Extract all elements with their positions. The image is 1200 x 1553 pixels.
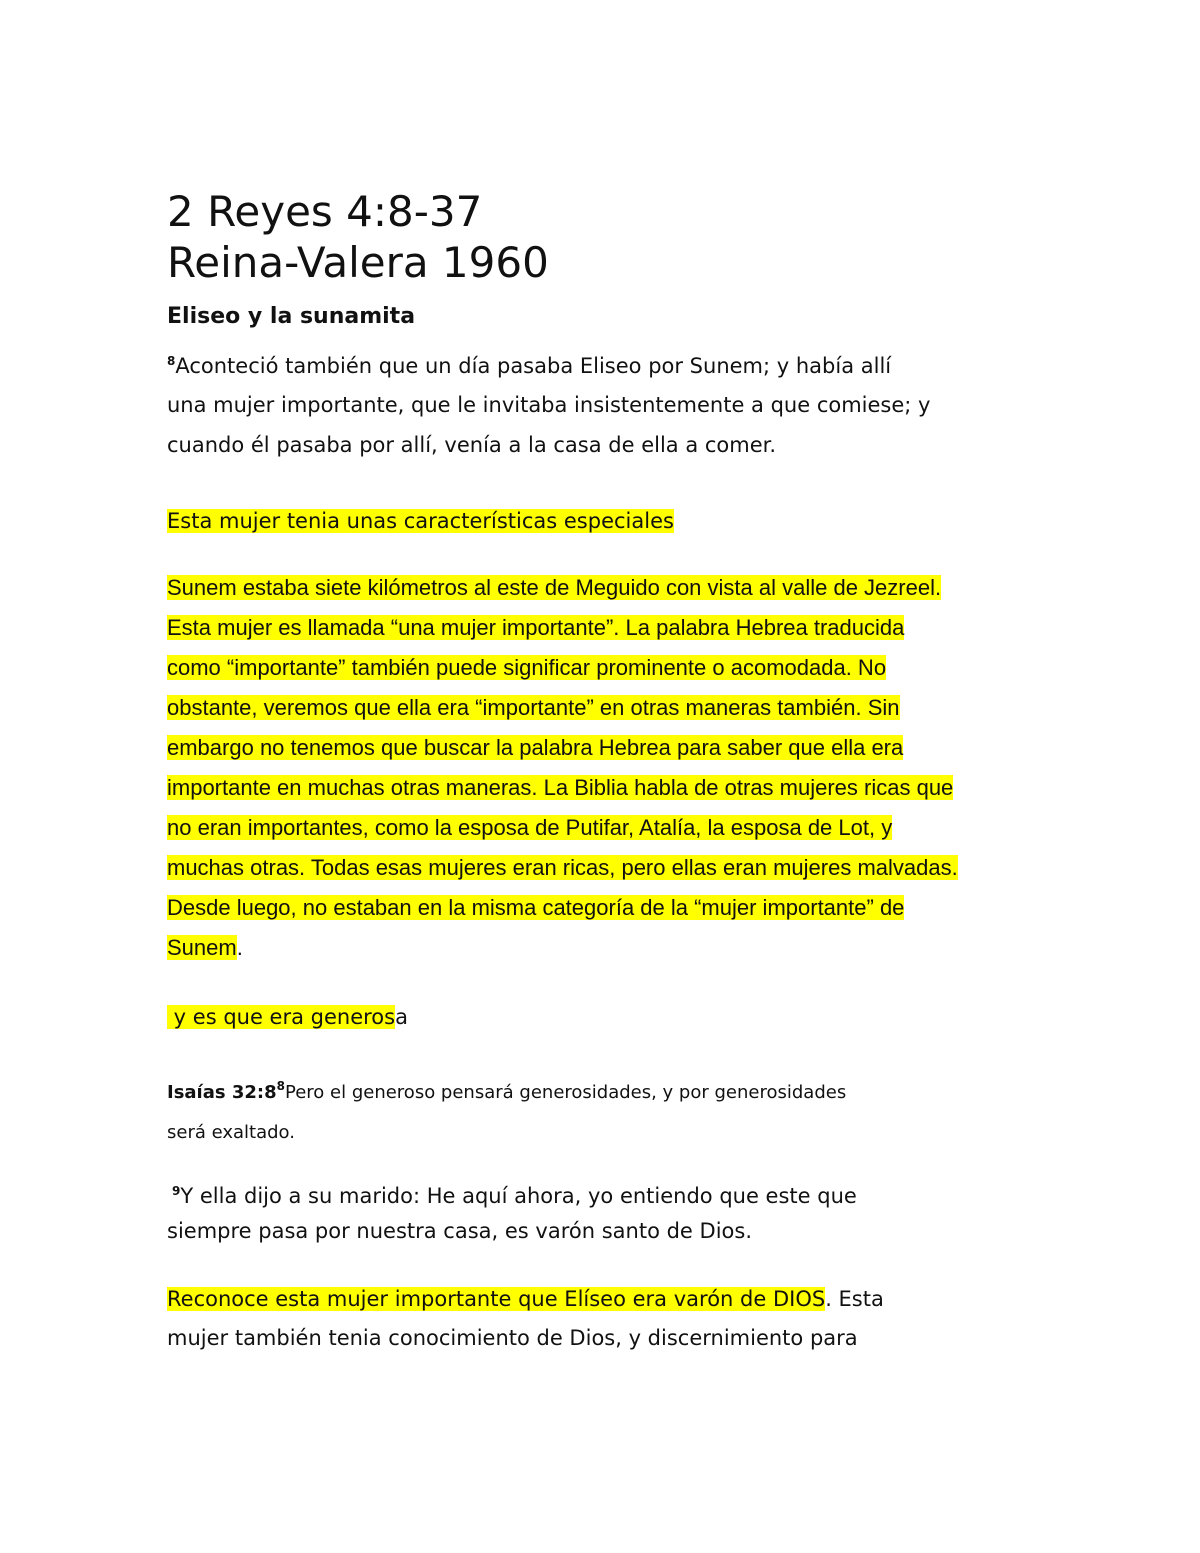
commentary-line: Desde luego, no estaban en la misma categoría de la “mujer importante” de	[167, 895, 905, 920]
commentary-line: Esta mujer es llamada “una mujer importante”. La palabra Hebrea traducida	[167, 615, 905, 640]
verse-9	[172, 1172, 857, 1216]
final-line2: mujer también tenia conocimiento de Dios, y discernimiento para	[167, 1326, 858, 1350]
verse-9-line2: siempre pasa por nuestra casa, es varón santo de Dios.	[167, 1219, 752, 1243]
verse-9-number: 9	[172, 1184, 181, 1198]
commentary-paragraph	[167, 568, 1047, 968]
final-tail: . Esta	[825, 1287, 884, 1311]
commentary-line: obstante, veremos que ella era “importante” en otras maneras también. Sin	[167, 695, 900, 720]
generosa-tail: a	[395, 1005, 408, 1029]
isaias-line1: Pero el generoso pensará generosidades, y por generosidades	[285, 1082, 847, 1103]
final-highlight: Reconoce esta mujer importante que Elíseo era varón de DIOS	[167, 1287, 826, 1311]
verse-8-line3: cuando él pasaba por allí, venía a la casa de ella a comer.	[167, 433, 777, 457]
commentary-line: como “importante” también puede significar prominente o acomodada. No	[167, 655, 887, 680]
commentary-line: Sunem estaba siete kilómetros al este de Meguido con vista al valle de Jezreel.	[167, 575, 942, 600]
page-title	[167, 186, 549, 288]
commentary-last-highlight: Sunem	[167, 935, 237, 960]
highlight-heading-text: Esta mujer tenia unas características especiales	[167, 509, 674, 533]
title-version: Reina-Valera 1960	[167, 238, 549, 287]
commentary-line: muchas otras. Todas esas mujeres eran ricas, pero ellas eran mujeres malvadas.	[167, 855, 958, 880]
verse-8-number: 8	[167, 354, 176, 368]
verse-8	[167, 342, 930, 425]
title-reference: 2 Reyes 4:8-37	[167, 187, 483, 236]
isaias-verse-number: 8	[276, 1079, 285, 1093]
isaias-reference: Isaías 32:8	[167, 1082, 277, 1103]
commentary-last-tail: .	[236, 935, 243, 960]
commentary-line: no eran importantes, como la esposa de Putifar, Atalía, la esposa de Lot, y	[167, 815, 893, 840]
verse-8-line1: Aconteció también que un día pasaba Eliseo por Sunem; y había allí	[175, 354, 892, 378]
generosa-line	[167, 998, 408, 1037]
commentary-line: importante en muchas otras maneras. La Biblia habla de otras mujeres ricas que	[167, 775, 954, 800]
commentary-line: embargo no tenemos que buscar la palabra Hebrea para saber que ella era	[167, 735, 904, 760]
verse-9-line1: Y ella dijo a su marido: He aquí ahora, yo entiendo que este que	[180, 1184, 857, 1208]
highlight-heading	[167, 502, 674, 541]
generosa-highlight: y es que era generos	[167, 1005, 396, 1029]
isaias-line2: será exaltado.	[167, 1122, 295, 1143]
verse-8-line2: una mujer importante, que le invitaba insistentemente a que comiese; y	[167, 393, 931, 417]
section-subtitle: Eliseo y la sunamita	[167, 304, 416, 329]
isaias-quote	[167, 1066, 846, 1153]
final-paragraph	[167, 1280, 884, 1358]
